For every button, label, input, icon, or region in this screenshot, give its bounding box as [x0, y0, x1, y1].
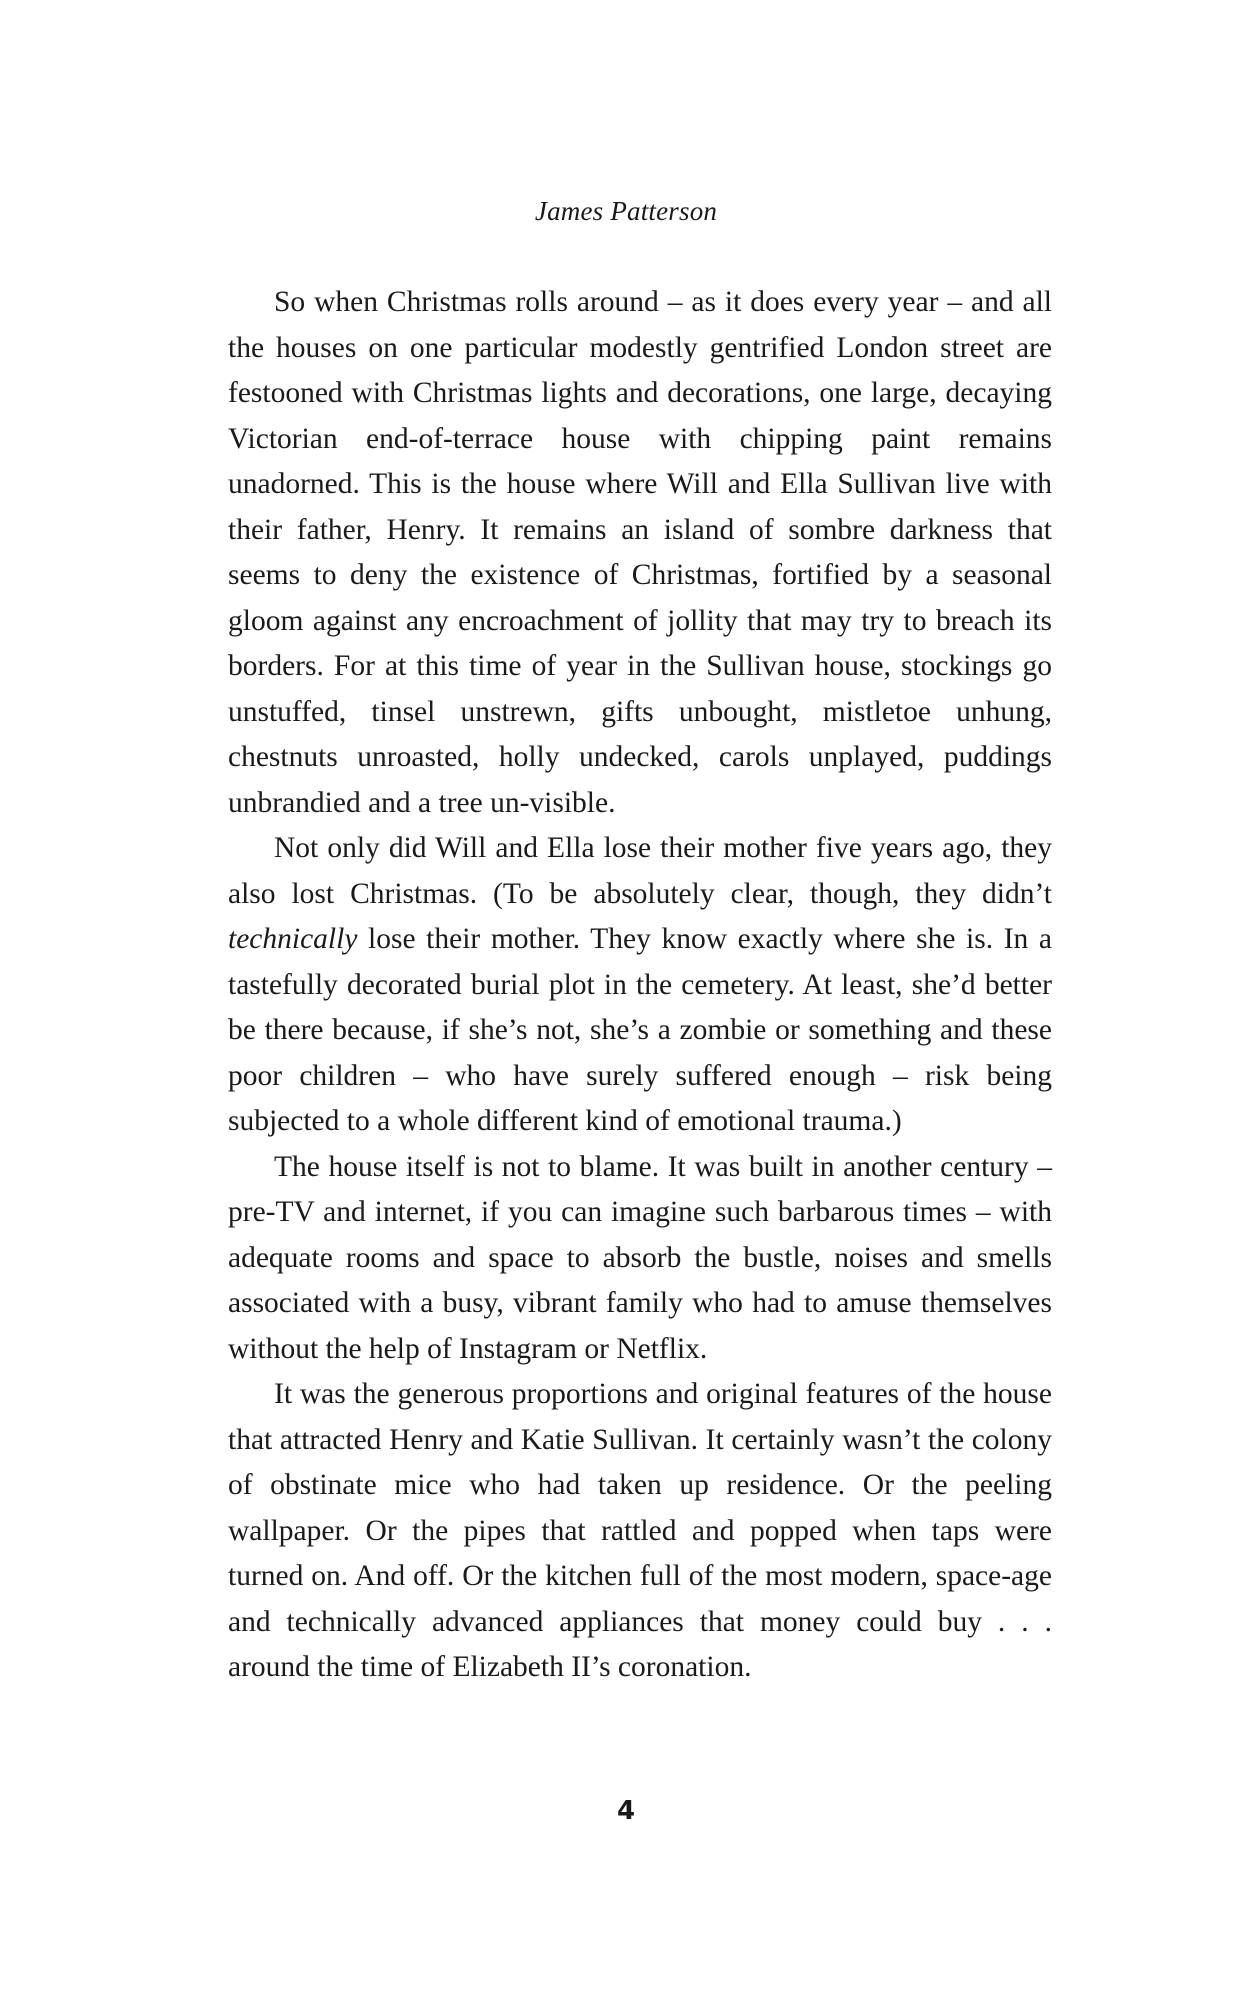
paragraph-3: The house itself is not to blame. It was built in another century – pre-TV and internet, if you can imagine such barbarous times – with adequate rooms and space to absorb the bustle, noises and smells associated with a busy, vibrant family who had to amuse themselves without the help of Instagram or Netflix.	[228, 1150, 1052, 1365]
paragraph-2	[228, 826, 1052, 1145]
paragraph-2-end: lose their mother. They know exactly where she is. In a tastefully decorated burial plot in the cemetery. At least, she’d better be there because, if she’s not, she’s a zombie or something and these poor children – who have surely suffered enough – risk being subjected to a whole different kind of emotional trauma.)	[228, 923, 1052, 1137]
page-number: 4	[616, 1796, 636, 1826]
running-head: James Patterson	[534, 196, 718, 226]
paragraph-1: So when Christmas rolls around – as it does every year – and all the houses on one particular modestly gentrified London street are festooned with Christmas lights and decorations, one large, decaying Victorian end-of-terrace house with chipping paint remains unadorned. This is the house where Will and Ella Sullivan live with their father, Henry. It remains an island of sombre darkness that seems to deny the existence of Christmas, fortified by a seasonal gloom against any encroachment of jollity that may try to breach its borders. For at this time of year in the Sullivan house, stockings go unstuffed, tinsel unstrewn, gifts unbought, mistletoe unhung, chestnuts unroasted, holly undecked, carols unplayed, puddings unbrandied and a tree un-visible.	[228, 286, 1052, 819]
body-text	[228, 280, 1052, 1691]
paragraph-2-start: Not only did Will and Ella lose their mother five years ago, they also lost Christmas. (To be absolutely clear, though, they didn’t	[228, 832, 1052, 910]
paragraph-4: It was the generous proportions and original features of the house that attracted Henry and Katie Sullivan. It certainly wasn’t the colony of obstinate mice who had taken up residence. Or the peeling wallpaper. Or the pipes that rattled and popped when taps were turned on. And off. Or the kitchen full of the most modern, space-age and technically advanced appliances that money could buy . . . around the time of Elizabeth II’s coronation.	[228, 1378, 1052, 1683]
emphasis-technically: technically	[228, 923, 358, 955]
